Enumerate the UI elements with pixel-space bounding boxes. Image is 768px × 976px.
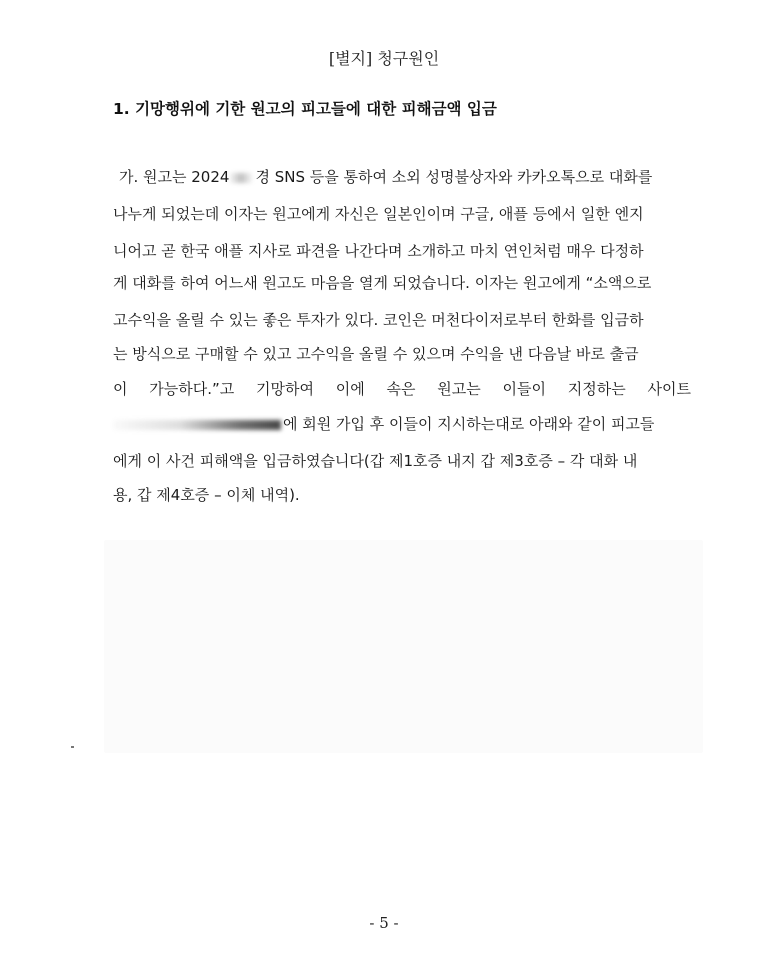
line1-end-text: 경 SNS 등을 통하여 소외 성명불상자와 카카오톡으로 대화를: [255, 168, 653, 186]
redacted-site-mark: [113, 420, 281, 430]
line1-start-text: 가. 원고는 2024: [119, 168, 230, 186]
paragraph-line-2: 나누게 되었는데 이자는 원고에게 자신은 일본인이며 구글, 애플 등에서 일한 엔지: [113, 205, 644, 223]
attachment-title: [별지] 청구원인: [328, 49, 440, 68]
line7-word: 가능하다.”고: [149, 380, 235, 398]
paragraph-line-10: 용, 갑 제4호증 – 이체 내역).: [113, 486, 300, 504]
paragraph-line-8: [113, 413, 691, 435]
scan-speck: [71, 746, 74, 748]
line7-word: 속은: [386, 380, 416, 398]
page-number: - 5 -: [369, 914, 399, 932]
redacted-content-area: [104, 540, 703, 753]
section-heading: 1. 기망행위에 기한 원고의 피고들에 대한 피해금액 입금: [113, 100, 497, 118]
paragraph-line-7: [113, 378, 691, 400]
paragraph-line-5: 고수익을 올릴 수 있는 좋은 투자가 있다. 코인은 머천다이저로부터 한화를 입금하: [113, 311, 644, 329]
paragraph-line-1: [119, 166, 691, 188]
paragraph-line-4: 게 대화를 하여 어느새 원고도 마음을 열게 되었습니다. 이자는 원고에게 “소액으로: [113, 274, 652, 292]
line7-word: 사이트: [647, 380, 691, 398]
paragraph-line-3: 니어고 곧 한국 애플 지사로 파견을 나간다며 소개하고 마치 연인처럼 매우 다정하: [113, 242, 644, 260]
line7-word: 기망하여: [256, 380, 314, 398]
line8-end-text: 에 회원 가입 후 이들이 지시하는대로 아래와 같이 피고들: [283, 415, 655, 433]
paragraph-line-6: 는 방식으로 구매할 수 있고 고수익을 올릴 수 있으며 수익을 낸 다음날 바로 출금: [113, 345, 639, 363]
line7-word: 이들이: [502, 380, 546, 398]
line7-word: 원고는: [437, 380, 481, 398]
line7-word: 이: [113, 380, 128, 398]
paragraph-line-9: 에게 이 사건 피해액을 입금하였습니다(갑 제1호증 내지 갑 제3호증 – 각 대화 내: [113, 452, 638, 470]
line7-word: 지정하는: [567, 380, 626, 398]
line7-word: 이에: [335, 380, 365, 398]
redacted-date-mark: [230, 173, 252, 183]
